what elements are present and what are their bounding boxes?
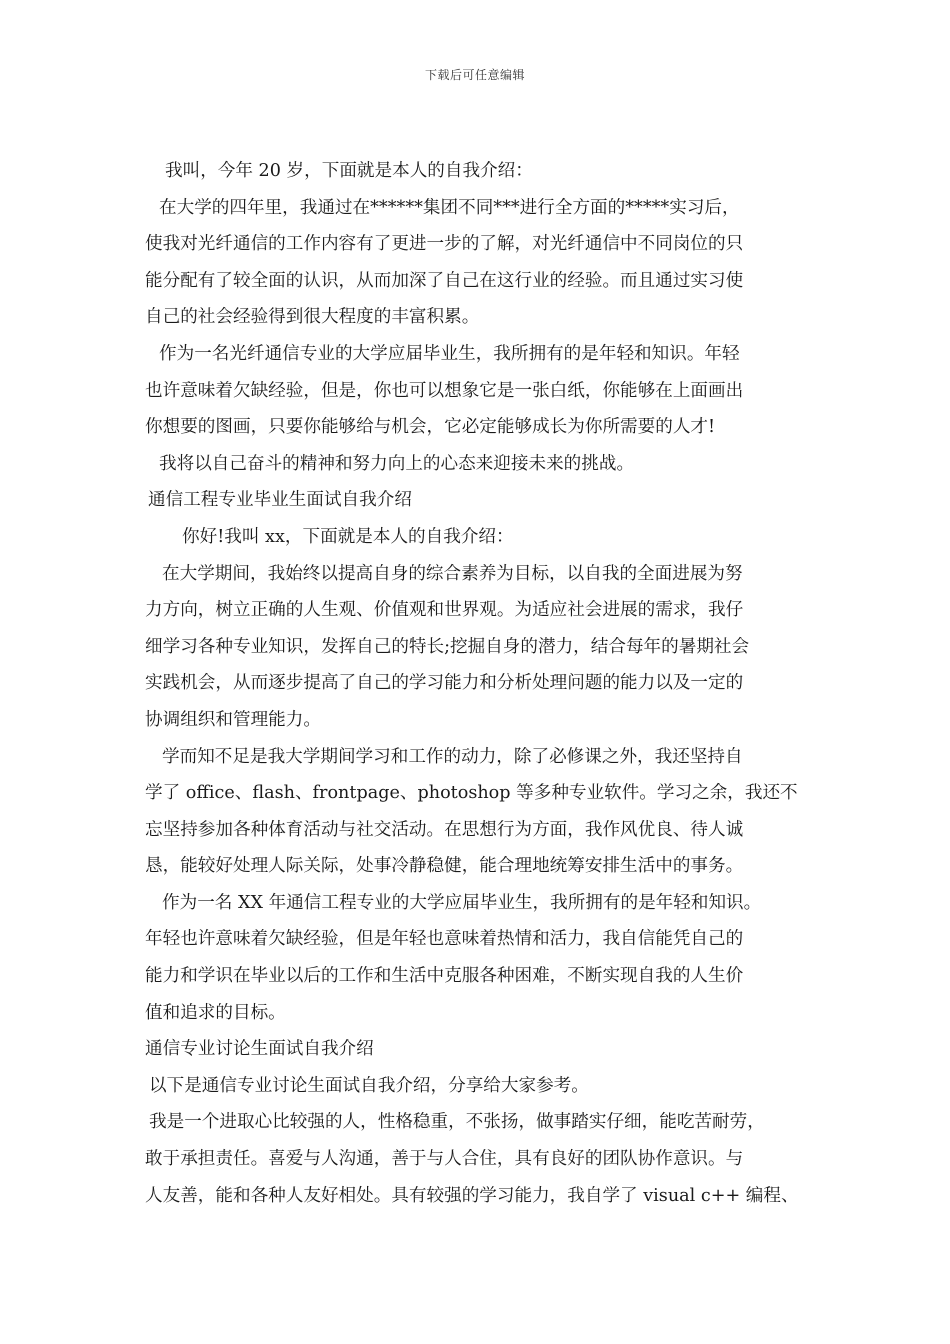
text-line: 人友善，能和各种人友好相处。具有较强的学习能力，我自学了 visual c++ 编程、 [145, 1185, 799, 1206]
text-line: 值和追求的目标。 [145, 1002, 286, 1023]
text-line: 以下是通信专业讨论生面试自我介绍，分享给大家参考。 [149, 1075, 589, 1096]
text-line: 敢于承担责任。喜爱与人沟通，善于与人合住，具有良好的团队协作意识。与 [145, 1149, 744, 1170]
page-header: 下载后可任意编辑 [424, 68, 525, 82]
text-line: 协调组织和管理能力。 [145, 709, 321, 730]
text-line: 学了 office、flash、frontpage、photoshop 等多种专业软件。学习之余，我还不 [145, 783, 798, 804]
text-line: 能力和学识在毕业以后的工作和生活中克服各种困难，不断实现自我的人生价 [145, 966, 744, 987]
text-line: 力方向，树立正确的人生观、价值观和世界观。为适应社会进展的需求，我仔 [145, 600, 744, 621]
text-line: 你想要的图画，只要你能够给与机会，它必定能够成长为你所需要的人才! [145, 417, 716, 438]
text-line: 作为一名光纤通信专业的大学应届毕业生，我所拥有的是年轻和知识。年轻 [159, 343, 740, 364]
text-line: 作为一名 XX 年通信工程专业的大学应届毕业生，我所拥有的是年轻和知识。 [162, 892, 762, 913]
text-line: 能分配有了较全面的认识，从而加深了自己在这行业的经验。而且通过实习使 [145, 270, 744, 291]
text-line: 你好!我叫 xx，下面就是本人的自我介绍： [182, 526, 514, 547]
text-line: 使我对光纤通信的工作内容有了更进一步的了解，对光纤通信中不同岗位的只 [145, 234, 744, 255]
text-line: 年轻也许意味着欠缺经验，但是年轻也意味着热情和活力，我自信能凭自己的 [145, 929, 744, 950]
text-line: 也许意味着欠缺经验，但是，你也可以想象它是一张白纸，你能够在上面画出 [145, 380, 744, 401]
text-line: 我是一个进取心比较强的人，性格稳重，不张扬，做事踏实仔细，能吃苦耐劳， [149, 1112, 765, 1133]
text-line: 忘坚持参加各种体育活动与社交活动。在思想行为方面，我作风优良、待人诚 [145, 819, 744, 840]
text-line: 通信工程专业毕业生面试自我介绍 [148, 490, 412, 511]
text-line: 细学习各种专业知识，发挥自己的特长;挖掘自身的潜力，结合每年的暑期社会 [145, 636, 750, 657]
text-line: 我将以自己奋斗的精神和努力向上的心态来迎接未来的挑战。 [159, 453, 635, 474]
text-line: 在大学期间，我始终以提高自身的综合素养为目标，以自我的全面进展为努 [162, 563, 743, 584]
text-line: 实践机会，从而逐步提高了自己的学习能力和分析处理问题的能力以及一定的 [145, 673, 744, 694]
text-line: 我叫，今年 20 岁，下面就是本人的自我介绍： [165, 161, 533, 181]
document-body [145, 153, 825, 1214]
text-line: 通信专业讨论生面试自我介绍 [145, 1039, 374, 1060]
text-line: 在大学的四年里，我通过在******集团不同***进行全方面的*****实习后， [159, 197, 740, 218]
text-line: 学而知不足是我大学期间学习和工作的动力，除了必修课之外，我还坚持自 [162, 746, 743, 767]
text-line: 自己的社会经验得到很大程度的丰富积累。 [145, 307, 480, 328]
text-line: 恳，能较好处理人际关际，处事冷静稳健，能合理地统筹安排生活中的事务。 [145, 856, 744, 877]
